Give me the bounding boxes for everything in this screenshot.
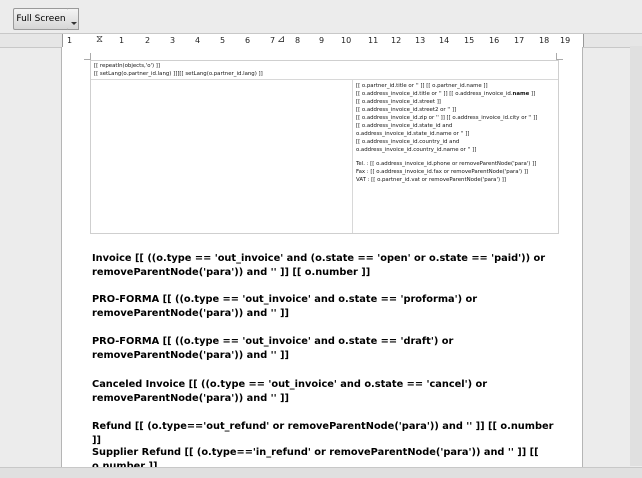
street-line: [[ o.address_invoice_id.street ]] <box>356 99 441 105</box>
ruler-tick: 13 <box>415 36 426 45</box>
state-line: [[ o.address_invoice_id.state_id and <box>356 123 453 129</box>
corner-mark <box>556 53 563 60</box>
ruler-tick: 4 <box>195 36 201 45</box>
refund-heading[interactable]: Refund [[ (o.type=='out_refund' or removeParentNode('para')) and '' ]] [[ o.number ]] <box>92 421 554 446</box>
proforma-heading[interactable]: PRO-FORMA [[ ((o.type == 'out_invoice' and o.state == 'proforma') or removeParentNode('para')) and '' ]] <box>92 294 478 319</box>
ruler-tick: 14 <box>439 36 450 45</box>
country-line: o.address_invoice_id.country_id.name or '' ]] <box>356 147 477 153</box>
supplier-refund-heading[interactable]: Supplier Refund [[ (o.type=='in_refund' or removeParentNode('para')) and '' ]] [[ <box>92 447 539 458</box>
proforma-draft-heading[interactable]: PRO-FORMA [[ ((o.type == 'out_invoice' and o.state == 'draft') or removeParentNode('para')) and '' ]] <box>92 336 454 361</box>
ruler-tick: 8 <box>295 36 301 45</box>
ruler-tick: 7 <box>270 36 276 45</box>
ruler-text-area <box>62 34 584 47</box>
ruler-tick: 2 <box>145 36 151 45</box>
state-line: o.address_invoice_id.state_id.name or '' ]] <box>356 131 470 137</box>
ruler-tick: 12 <box>391 36 402 45</box>
ruler-tick: 15 <box>464 36 475 45</box>
vat-line: VAT : [[ o.partner_id.vat or removeParentNode('para') ]] <box>356 177 506 183</box>
country-line: [[ o.address_invoice_id.country_id and <box>356 139 460 145</box>
toolbar <box>0 0 642 30</box>
ruler-tick: 3 <box>170 36 176 45</box>
repeat-row[interactable] <box>91 61 558 80</box>
address-cell[interactable] <box>352 80 560 233</box>
ruler-tick: 18 <box>539 36 550 45</box>
vertical-scrollbar[interactable] <box>630 46 642 466</box>
full-screen-dropdown-icon[interactable] <box>68 8 79 30</box>
full-screen-button[interactable]: Full Screen <box>13 8 69 30</box>
ruler-tick: 1 <box>67 36 73 45</box>
header-table[interactable] <box>90 60 559 234</box>
horizontal-scrollbar[interactable] <box>0 467 642 478</box>
canceled-invoice-heading[interactable]: Canceled Invoice [[ ((o.type == 'out_invoice' and o.state == 'cancel') or removeParentNode('para')) and '' ]] <box>92 379 488 404</box>
zip-city-line: [[ o.address_invoice_id.zip or '' ]] [[ o.address_invoice_id.city or '' ]] <box>356 115 538 121</box>
ruler-tick: 6 <box>245 36 251 45</box>
set-lang-line: [[ setLang(o.partner_id.lang) ]]][[ setLang(o.partner_id.lang) ]] <box>94 71 263 77</box>
invoice-title-line: [[ o.address_invoice_id.title or '' ]] [[ o.address_invoice_id.name ]] <box>356 91 536 97</box>
phone-line: Tel. : [[ o.address_invoice_id.phone or removeParentNode('para') ]] <box>356 161 537 167</box>
ruler-tick: 5 <box>220 36 226 45</box>
repeat-line: [[ repeatIn(objects,'o') ]] <box>94 63 161 69</box>
ruler-tick: 1 <box>119 36 125 45</box>
partner-name-line: [[ o.partner_id.title or '' ]] [[ o.partner_id.name ]] <box>356 83 488 89</box>
ruler-tick: 10 <box>341 36 352 45</box>
ruler-tick: 17 <box>514 36 525 45</box>
invoice-heading[interactable]: Invoice [[ ((o.type == 'out_invoice' and (o.state == 'open' or o.state == 'paid')) or removeParentNode('para')) and '' ]] [[ o.number ]] <box>92 253 546 278</box>
document-page[interactable] <box>61 47 583 467</box>
tab-stop-icon[interactable]: ⊿ <box>277 34 286 45</box>
street2-line: [[ o.address_invoice_id.street2 or '' ]] <box>356 107 457 113</box>
ruler-tick: 9 <box>319 36 325 45</box>
corner-mark <box>84 53 91 60</box>
indent-marker-icon[interactable]: ⧖ <box>96 34 104 45</box>
ruler-tick: 11 <box>368 36 379 45</box>
fax-line: Fax : [[ o.address_invoice_id.fax or removeParentNode('para') ]] <box>356 169 529 175</box>
ruler-tick: 16 <box>489 36 500 45</box>
ruler-tick: 19 <box>560 36 571 45</box>
horizontal-ruler[interactable] <box>0 33 642 48</box>
